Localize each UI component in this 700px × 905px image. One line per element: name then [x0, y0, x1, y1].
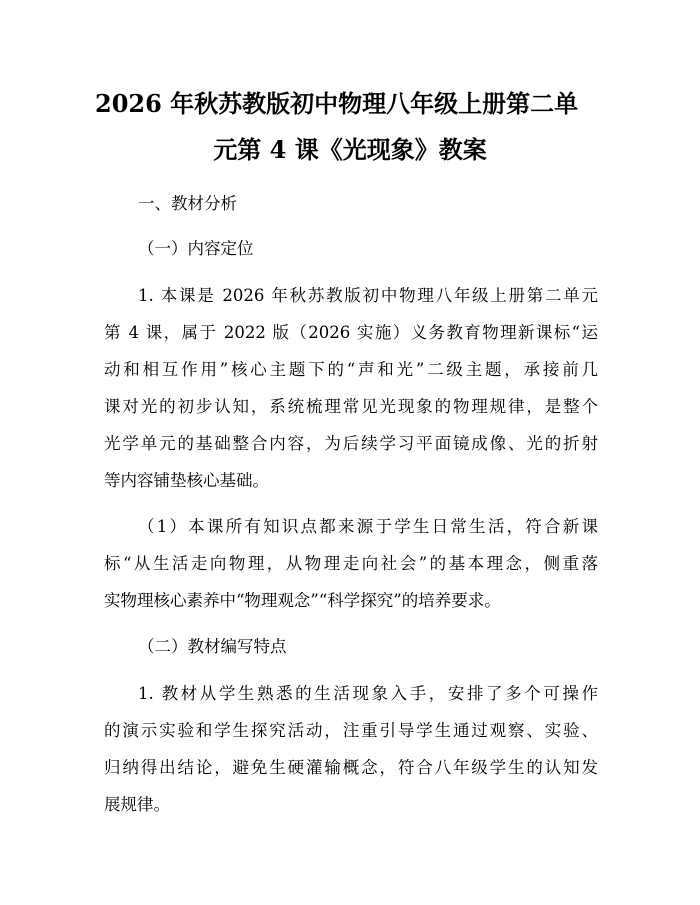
- section-heading-analysis: 一、教材分析: [138, 194, 237, 213]
- paragraph-2-line-3: 实物理核心素养中“物理观念”“科学探究”的培养要求。: [104, 591, 501, 610]
- paragraph-3-line-3: 归纳得出结论，避免生硬灌输概念，符合八年级学生的认知发: [104, 758, 598, 777]
- paragraph-3-line-1: 1. 教材从学生熟悉的生活现象入手，安排了多个可操作: [138, 684, 598, 703]
- paragraph-1-line-2: 第 4 课，属于 2022 版（2026 实施）义务教育物理新课标“运: [104, 323, 598, 342]
- paragraph-2-line-1: （1）本课所有知识点都来源于学生日常生活，符合新课: [138, 517, 598, 536]
- document-title-line-2: 元第 4 课《光现象》教案: [213, 135, 487, 164]
- subheading-textbook-features: （二）教材编写特点: [138, 637, 287, 656]
- paragraph-1-line-6: 等内容铺垫核心基础。: [104, 471, 269, 490]
- document-title-line-1: 2026 年秋苏教版初中物理八年级上册第二单: [95, 89, 579, 118]
- paragraph-1-line-5: 光学单元的基础整合内容，为后续学习平面镜成像、光的折射: [104, 434, 598, 453]
- subheading-content-positioning: （一）内容定位: [138, 239, 254, 258]
- paragraph-1-line-4: 课对光的初步认知，系统梳理常见光现象的物理规律，是整个: [104, 397, 598, 416]
- paragraph-3-line-4: 展规律。: [104, 795, 170, 814]
- paragraph-3-line-2: 的演示实验和学生探究活动，注重引导学生通过观察、实验、: [104, 721, 598, 740]
- paragraph-2-line-2: 标“从生活走向物理，从物理走向社会”的基本理念，侧重落: [104, 554, 598, 573]
- paragraph-1-line-3: 动和相互作用”核心主题下的“声和光”二级主题，承接前几: [104, 360, 598, 379]
- paragraph-1-line-1: 1. 本课是 2026 年秋苏教版初中物理八年级上册第二单元: [138, 286, 598, 305]
